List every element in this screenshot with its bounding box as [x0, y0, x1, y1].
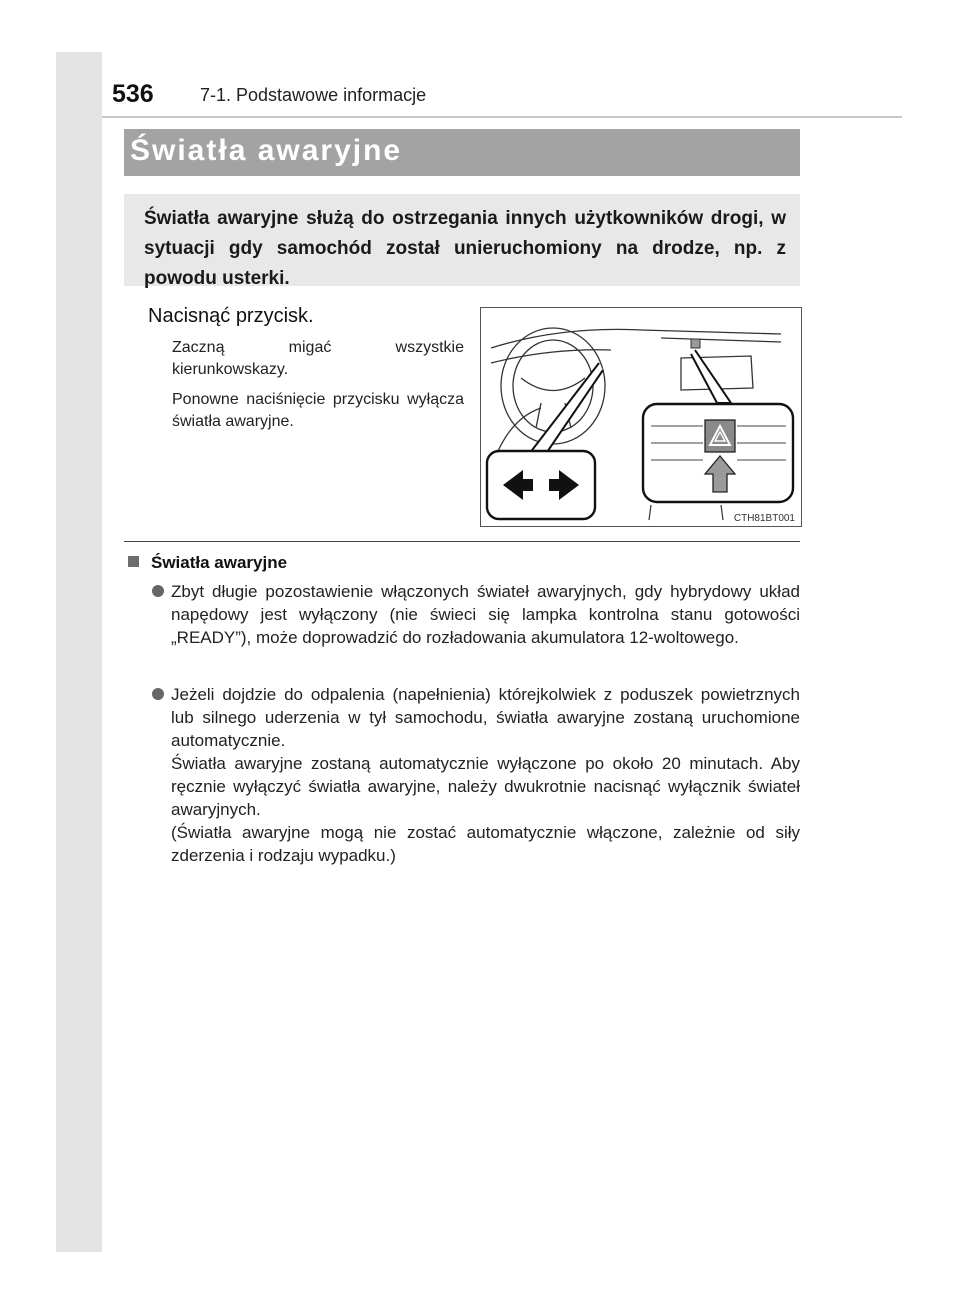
bullet-dot-icon: [152, 688, 164, 700]
callout-left: [526, 363, 603, 458]
list-item: [152, 683, 800, 867]
note-paragraph: Światła awaryjne zostaną automatycznie wyłączone po około 20 minutach. Aby ręcznie wyłączyć światła awaryjne, należy dwukrotnie nacisnąć wyłącznik świateł awaryjnych.: [171, 754, 800, 819]
note-text: Zbyt długie pozostawienie włączonych świateł awaryjnych, gdy hybrydowy układ napędowy jest wyłączony (nie świeci się lampka kontrolna stanu gotowości „READY”), może doprowadzić do rozładowania akumulatora 12-woltowego.: [171, 582, 800, 647]
callout-right: [691, 350, 731, 403]
intro-text: Światła awaryjne służą do ostrzegania innych użytkowników drogi, w sytuacji gdy samochód został unieruchomiony na drodze, np. z powodu usterki.: [144, 208, 786, 289]
intro-box: [124, 194, 800, 289]
hazard-switch-figure: [480, 307, 802, 527]
step-note: Ponowne naciśnięcie przycisku wyłącza światła awaryjne.: [172, 391, 464, 430]
note-text: [171, 683, 800, 867]
step-result: Zaczną migać wszystkie kierunkowskazy.: [172, 339, 464, 378]
hazard-button-location: [691, 339, 700, 348]
square-bullet-icon: [128, 556, 139, 567]
dashboard-illustration: [481, 308, 801, 526]
notes-heading: [128, 553, 287, 573]
divider: [124, 541, 800, 542]
bullet-dot-icon: [152, 585, 164, 597]
page-header: [102, 70, 902, 118]
section-title: 7-1. Podstawowe informacje: [200, 85, 427, 105]
step-instruction: Nacisnąć przycisk.: [148, 305, 314, 327]
section-title-bar: [124, 129, 800, 176]
note-paragraph: Jeżeli dojdzie do odpalenia (napełnienia) którejkolwiek z poduszek powietrznych lub silnego uderzenia w tył samochodu, światła awaryjne zostaną uruchomione automatycznie.: [171, 685, 800, 750]
list-item: [152, 580, 800, 649]
figure-code: CTH81BT001: [733, 513, 795, 524]
page-title: Światła awaryjne: [130, 134, 403, 167]
side-margin-band: [56, 52, 102, 1252]
notes-heading-text: Światła awaryjne: [151, 553, 288, 572]
note-paragraph: (Światła awaryjne mogą nie zostać automatycznie włączone, zależnie od siły zderzenia i rodzaju wypadku.): [171, 823, 800, 865]
page-number: 536: [112, 80, 154, 108]
